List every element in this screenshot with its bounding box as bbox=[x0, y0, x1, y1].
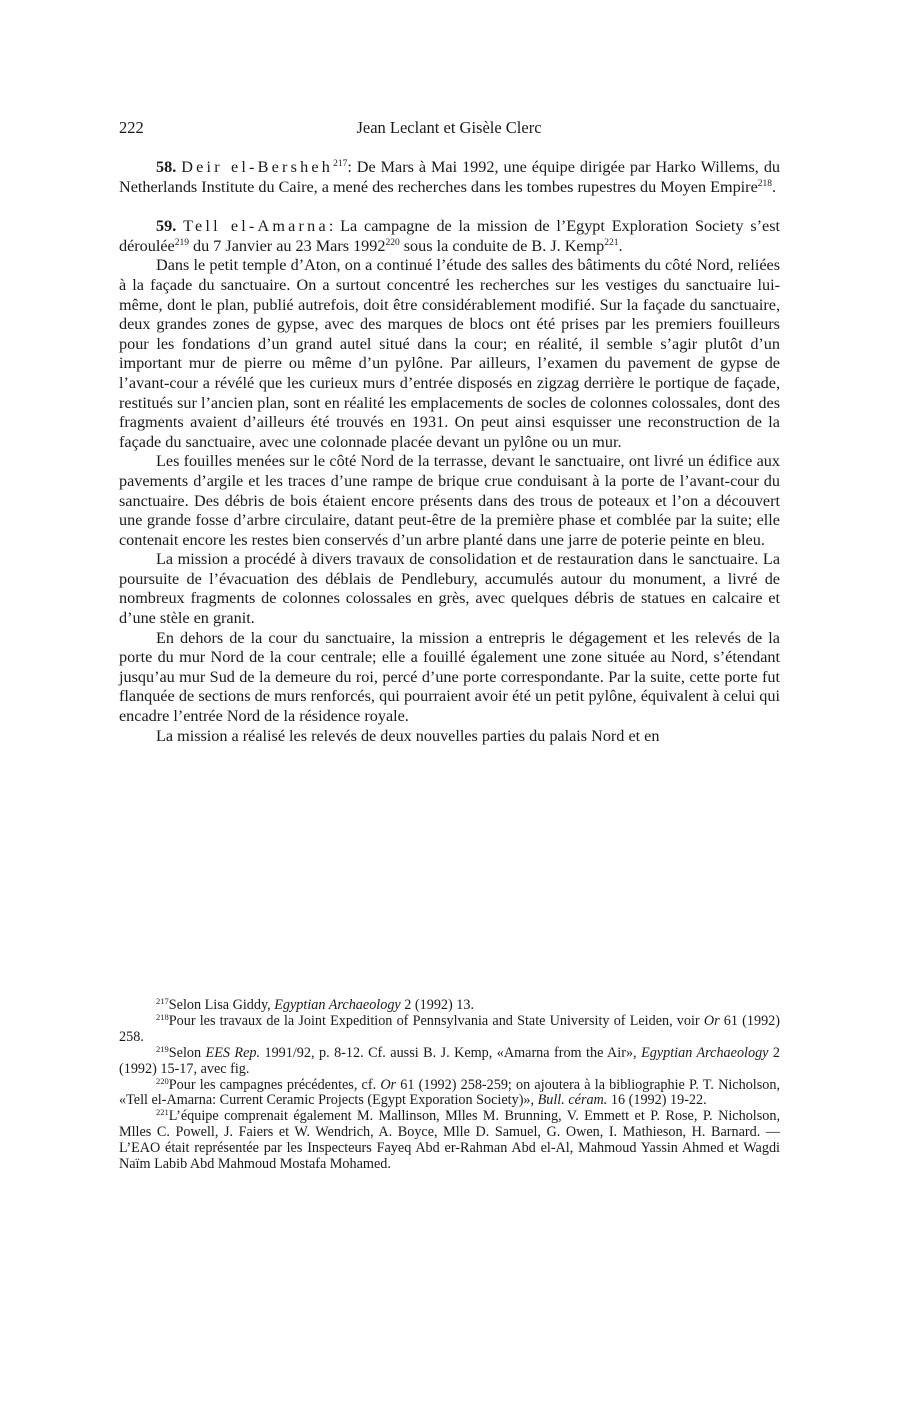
section-text: sous la conduite de B. J. Kemp bbox=[399, 236, 605, 255]
footnote-text: Selon bbox=[168, 1044, 206, 1061]
page-number: 222 bbox=[119, 118, 144, 137]
page-header bbox=[119, 118, 779, 140]
footnote-text: Pour les campagnes précédentes, cf. bbox=[168, 1076, 381, 1093]
footnote-number: 218 bbox=[156, 1011, 169, 1022]
footnote-title: Or bbox=[703, 1012, 720, 1029]
paragraph: La mission a réalisé les relevés de deux nouvelles parties du palais Nord et en bbox=[156, 726, 660, 745]
footnote-number: 220 bbox=[156, 1075, 169, 1086]
running-title: Jean Leclant et Gisèle Clerc bbox=[356, 118, 542, 137]
section-59 bbox=[119, 217, 780, 256]
section-text: . bbox=[772, 177, 777, 196]
footnote-ref: 219 bbox=[174, 237, 189, 248]
footnotes bbox=[119, 998, 780, 1173]
footnote-number: 217 bbox=[156, 996, 169, 1006]
footnote-title: Or bbox=[380, 1076, 397, 1093]
section-text: . bbox=[618, 236, 623, 255]
footnote-ref: 218 bbox=[757, 178, 773, 189]
footnote-title: Bull. céram. bbox=[537, 1092, 608, 1109]
section-number: 59. bbox=[156, 217, 177, 236]
footnote bbox=[119, 1043, 781, 1078]
site-name: Deir el-Bersheh bbox=[181, 158, 334, 176]
footnote-text: Pour les travaux de la Joint Expedition of Pennsylvania and State University of Leiden, voir bbox=[168, 1012, 704, 1029]
footnote-title: EES Rep. bbox=[205, 1044, 261, 1061]
footnote-text: 61 (1992) 258-259; on ajoutera à la bibliographie P. T. Nicholson, «Tell el-Amarna: Current Ceramic Projects (Egypt Exporation Society)», bbox=[119, 1076, 780, 1109]
footnote-number: 221 bbox=[156, 1107, 169, 1118]
section-text: : De Mars à Mai 1992, une équipe dirigée par Harko Willems, du Netherlands Institute du Caire, a mené des recherches dans les tombes rupestres du Moyen Empire bbox=[119, 158, 781, 196]
footnote bbox=[119, 1109, 780, 1173]
footnote-text: 2 (1992) 15-17, avec fig. bbox=[119, 1044, 781, 1077]
footnote-text: 16 (1992) 19-22. bbox=[607, 1092, 707, 1109]
paragraph: Dans le petit temple d’Aton, on a continué l’étude des salles des bâtiments du côté Nord, reliées à la façade du sanctuaire. On a surtout concentré les recherches sur les vestiges du sanctuaire lui-même, dont le plan, publié autrefois, doit être considérablement modifié. Sur la façade du sanctuaire, deux grandes zones de gypse, avec des marques de blocs ont été prises par les premiers fouilleurs pour les fondations d’un grand autel situé dans la cour; en réalité, il semble s’agir plutôt d’un important mur de pierre ou même d’un pylône. Par ailleurs, l’examen du pavement de gypse de l’avant-cour a révélé que les curieux murs d’entrée disposés en zigzag derrière le portique de façade, restitués sur l’ancien plan, sont en réalité les emplacements de socles de colonnes colossales, dont des fragments avaient d’ailleurs été trouvés en 1931. On peut ainsi esquisser une reconstruction de la façade du sanctuaire, avec une colonnade placée devant un pylône ou un mur. bbox=[119, 256, 780, 451]
main-text bbox=[119, 158, 780, 746]
footnote bbox=[119, 1011, 780, 1046]
footnote-text: 61 (1992) 258. bbox=[119, 1012, 780, 1045]
footnote-ref: 217 bbox=[333, 159, 348, 169]
footnote-text: 1991/92, p. 8-12. Cf. aussi B. J. Kemp, «Amarna from the Air», bbox=[260, 1044, 642, 1061]
footnote bbox=[119, 1075, 780, 1110]
section-text: du 7 Janvier au 23 Mars 1992 bbox=[188, 236, 386, 255]
footnote-title: Egyptian Archaeology bbox=[641, 1044, 769, 1061]
section-text: : La campagne de la mission de l’Egypt Exploration Society s’est déroulée bbox=[119, 217, 781, 255]
section-58 bbox=[119, 158, 780, 197]
footnote-number: 219 bbox=[156, 1043, 169, 1054]
paragraph: Les fouilles menées sur le côté Nord de la terrasse, devant le sanctuaire, ont livré un édifice aux pavements d’argile et les traces d’une rampe de brique crue conduisant à la porte de l’avant-cour du sanctuaire. Des débris de bois étaient encore présents dans des trous de poteaux et l’on a découvert une grande fosse d’arbre circulaire, datant peut-être de la première phase et comblée par la suite; elle contenait encore les restes bien conservés d’un arbre planté dans une jarre de poterie peinte en bleu. bbox=[119, 452, 780, 549]
footnote-title: Egyptian Archaeology bbox=[274, 997, 401, 1013]
section-number: 58. bbox=[156, 158, 177, 176]
footnote-text: 2 (1992) 13. bbox=[400, 997, 475, 1013]
paragraph: En dehors de la cour du sanctuaire, la mission a entrepris le dégagement et les relevés de la porte du mur Nord de la cour centrale; elle a fouillé également une zone située au Nord, s’étendant jusqu’au mur Sud de la demeure du roi, percé d’une porte correspondante. Par la suite, cette porte fut flanquée de sections de murs renforcés, qui pourraient avoir été un petit pylône, équivalent à celui qui encadre l’entrée Nord de la résidence royale. bbox=[119, 628, 780, 726]
footnote-ref: 221 bbox=[604, 237, 619, 248]
footnote bbox=[119, 998, 780, 1014]
footnote-text: Selon Lisa Giddy, bbox=[168, 997, 275, 1013]
footnote-text: L’équipe comprenait également M. Mallinson, Mlles M. Brunning, V. Emmett et P. Rose, P. Nicholson, Mlles C. Powell, J. Faiers et W. Wendrich, A. Boyce, Mlle D. Samuel, G. Owen, I. Mathieson, H. Barnard. — L’EAO était représentée par les Inspecteurs Fayeq Abd er-Rahman Abd el-Al, Mahmoud Yassin Ahmed et Wagdi Naïm Labib Abd Mahmoud Mostafa Mohamed. bbox=[119, 1108, 780, 1173]
paragraph: La mission a procédé à divers travaux de consolidation et de restauration dans le sanctuaire. La poursuite de l’évacuation des déblais de Pendlebury, accumulés autour du monument, a livré de nombreux fragments de colonnes colossales en grès, avec quelques débris de statues en calcaire et d’une stèle en granit. bbox=[119, 550, 780, 628]
footnote-ref: 220 bbox=[385, 237, 400, 248]
site-name: Tell el-Amarna bbox=[183, 217, 329, 236]
